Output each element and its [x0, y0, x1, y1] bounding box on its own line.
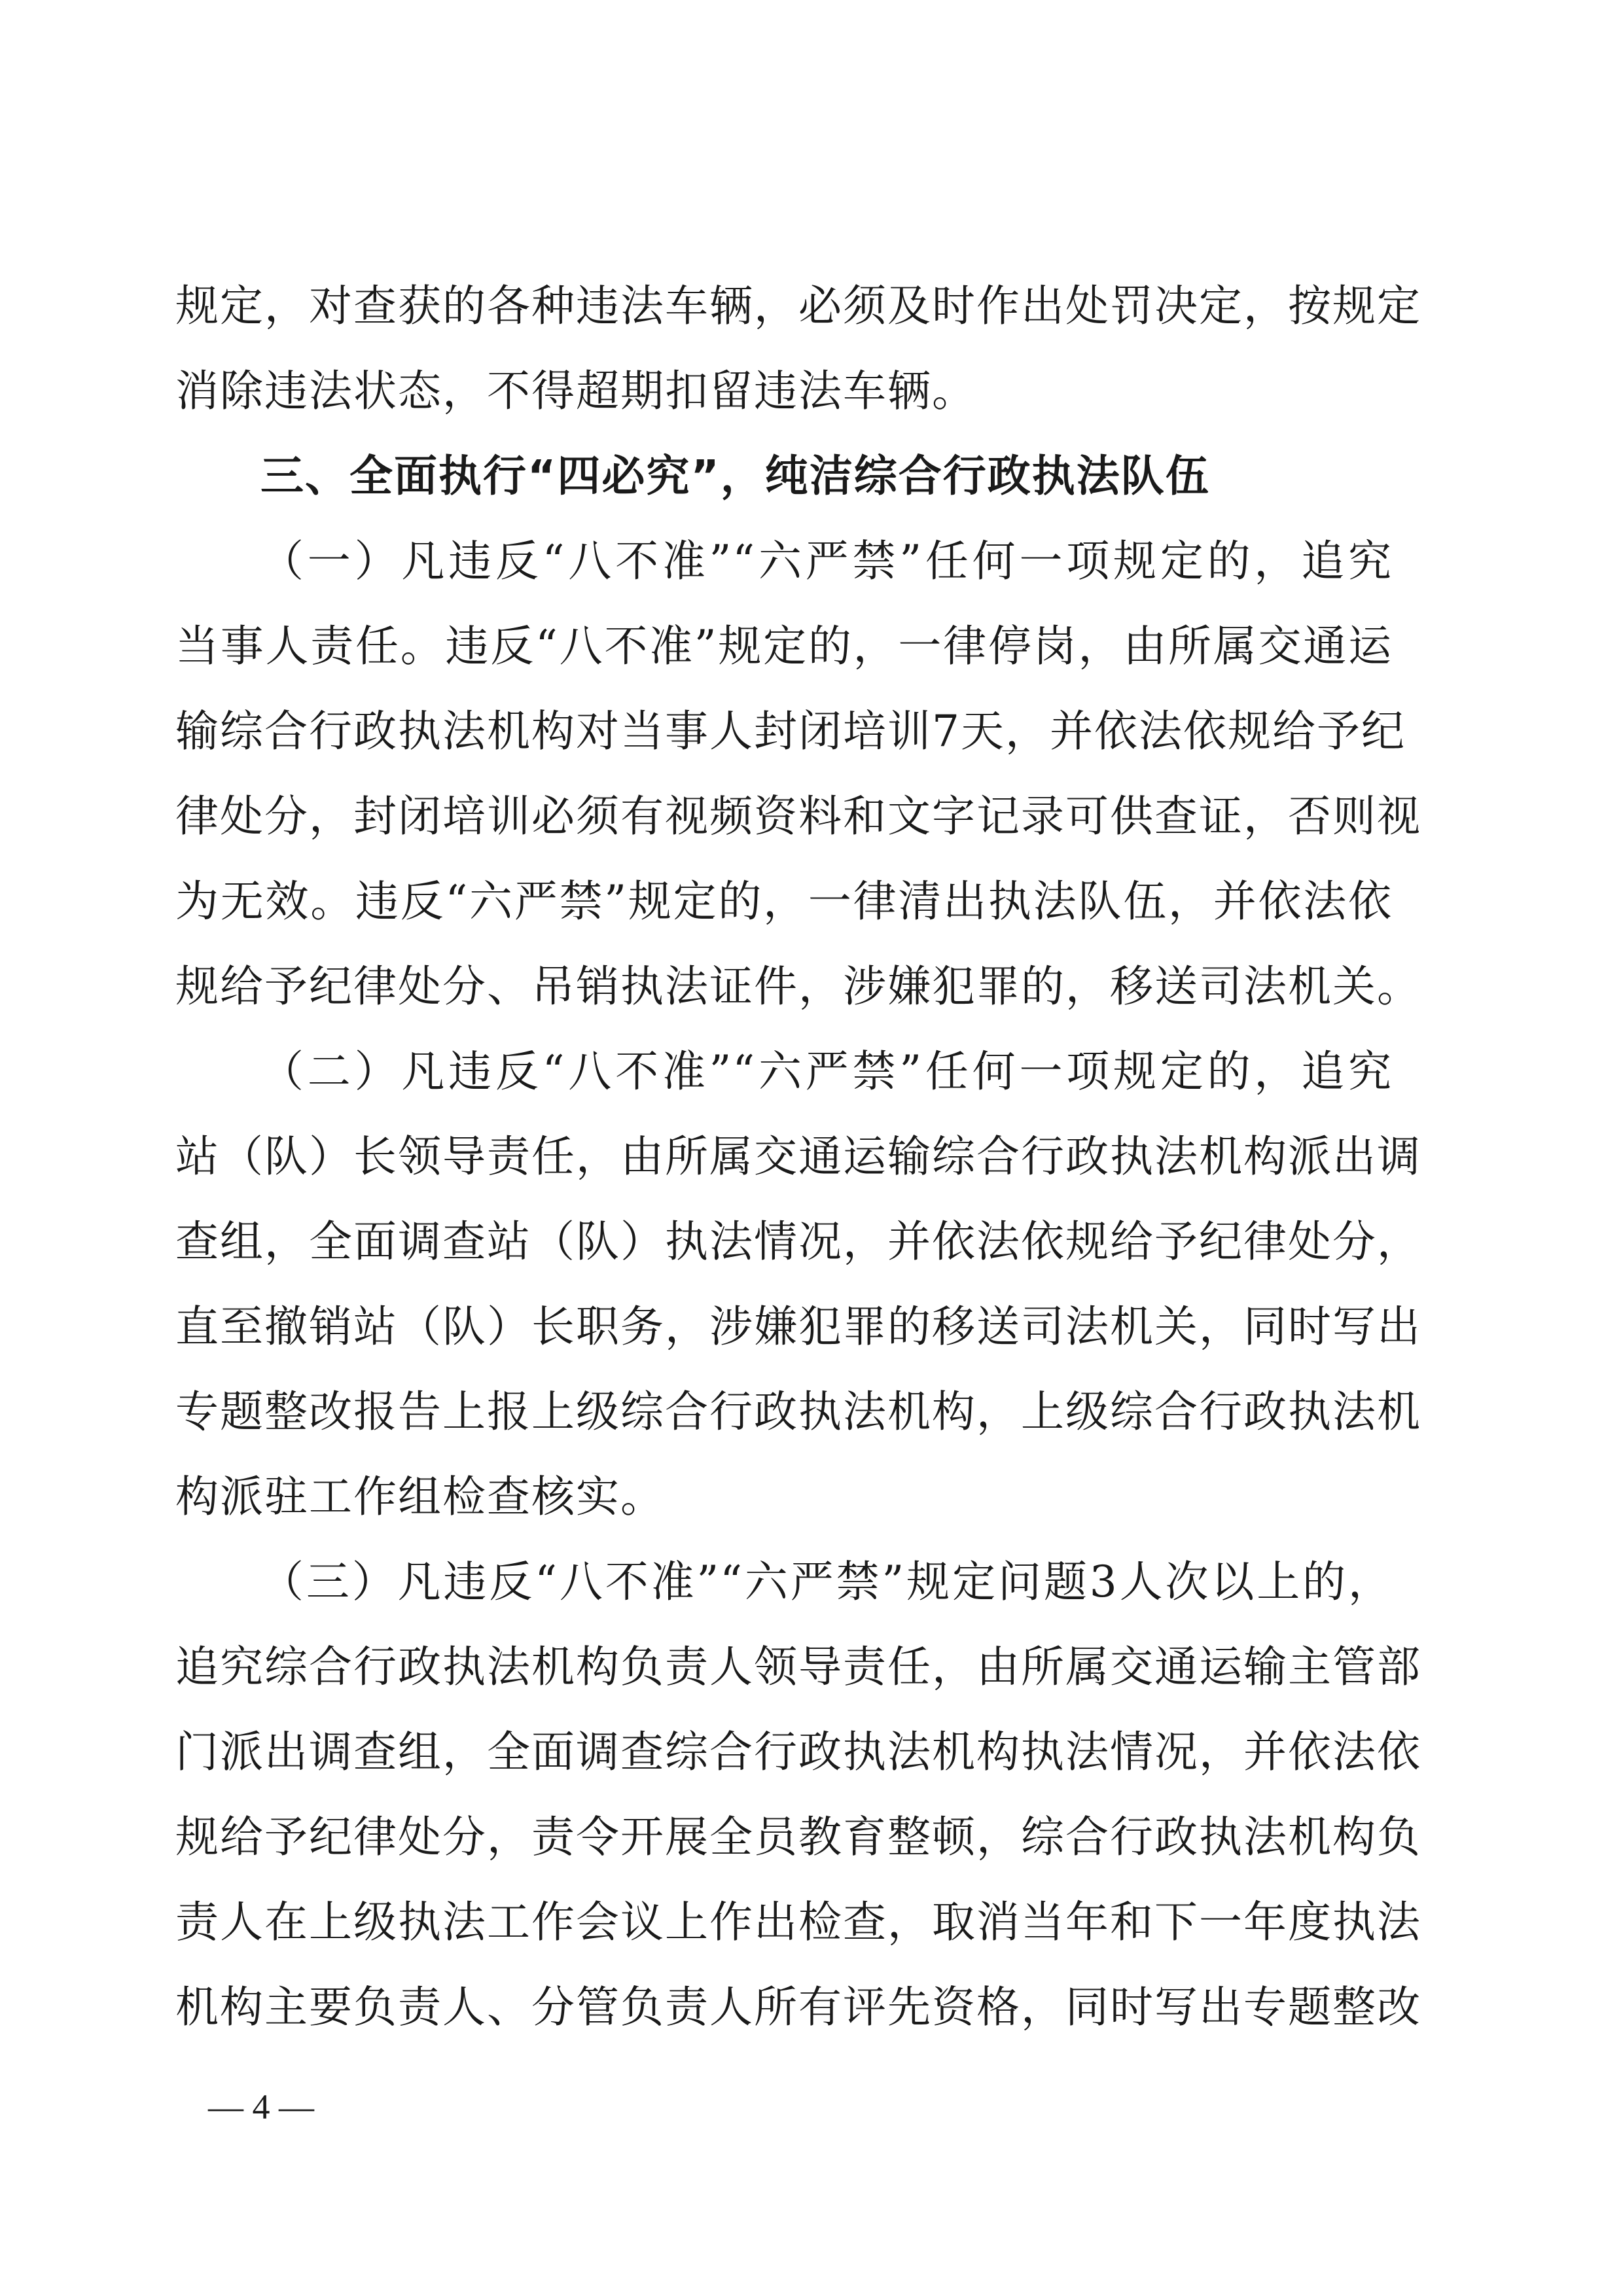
- paragraph-line: 直至撤销站（队）长职务，涉嫌犯罪的移送司法机关，同时写出: [175, 1301, 1421, 1352]
- paragraph-line: 当事人责任。违反“八不准”规定的，一律停岗，由所属交通运: [175, 621, 1393, 671]
- paragraph-line: 输综合行政执法机构对当事人封闭培训7天，并依法依规给予纪: [175, 706, 1406, 756]
- paragraph-line: 消除违法状态，不得超期扣留违法车辆。: [175, 366, 976, 416]
- paragraph-line: 构派驻工作组检查核实。: [175, 1472, 665, 1522]
- paragraph-line: 规定，对查获的各种违法车辆，必须及时作出处罚决定，按规定: [175, 281, 1421, 331]
- paragraph-line: 为无效。违反“六严禁”规定的，一律清出执法队伍，并依法依: [175, 876, 1393, 927]
- paragraph-line: 站（队）长领导责任，由所属交通运输综合行政执法机构派出调: [175, 1131, 1421, 1182]
- paragraph-line: 责人在上级执法工作会议上作出检查，取消当年和下一年度执法: [175, 1897, 1421, 1947]
- paragraph-line: （二）凡违反“八不准”“六严禁”任何一项规定的，追究: [260, 1046, 1393, 1097]
- section-heading: 三、全面执行“四必究”，纯洁综合行政执法队伍: [260, 451, 1210, 501]
- paragraph-line: 专题整改报告上报上级综合行政执法机构，上级综合行政执法机: [175, 1386, 1421, 1437]
- paragraph-line: 门派出调查组，全面调查综合行政执法机构执法情况，并依法依: [175, 1727, 1421, 1777]
- paragraph-line: 规给予纪律处分、吊销执法证件，涉嫌犯罪的，移送司法机关。: [175, 961, 1421, 1012]
- page-number: — 4 —: [208, 2087, 314, 2127]
- paragraph-line: 规给予纪律处分，责令开展全员教育整顿，综合行政执法机构负: [175, 1812, 1421, 1862]
- paragraph-line: （一）凡违反“八不准”“六严禁”任何一项规定的，追究: [260, 536, 1393, 586]
- paragraph-line: （三）凡违反“八不准”“六严禁”规定问题3人次以上的，: [260, 1557, 1393, 1607]
- paragraph-line: 律处分，封闭培训必须有视频资料和文字记录可供查证，否则视: [175, 791, 1421, 841]
- paragraph-line: 机构主要负责人、分管负责人所有评先资格，同时写出专题整改: [175, 1982, 1421, 2032]
- paragraph-line: 追究综合行政执法机构负责人领导责任，由所属交通运输主管部: [175, 1642, 1421, 1692]
- paragraph-line: 查组，全面调查站（队）执法情况，并依法依规给予纪律处分，: [175, 1216, 1421, 1267]
